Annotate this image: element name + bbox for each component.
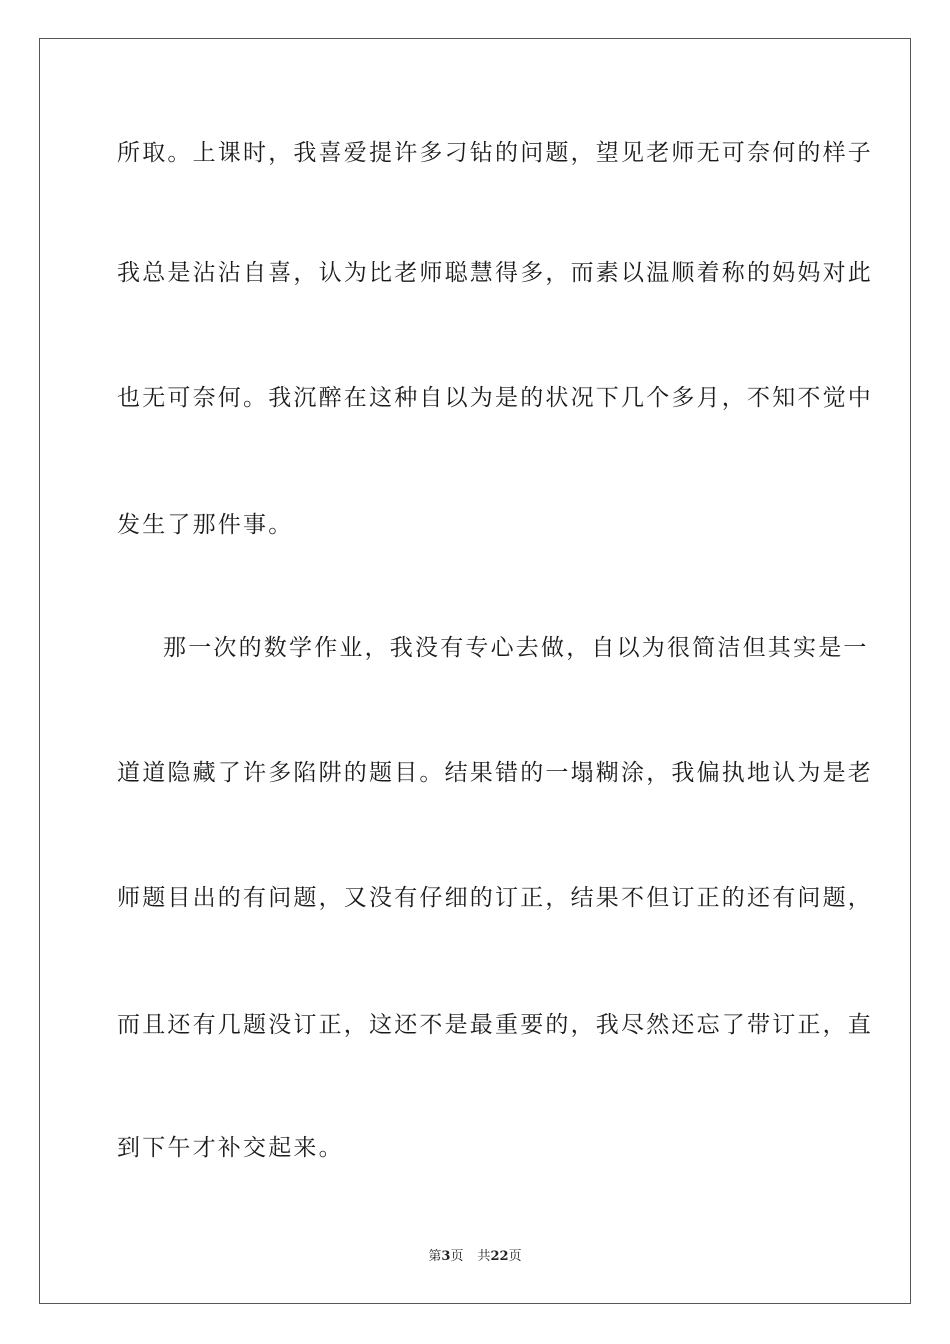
page-number: 3 (441, 1249, 451, 1264)
text-line-9: 到下午才补交起来。 (117, 1135, 344, 1161)
text-line-8: 而且还有几题没订正，这还不是最重要的，我尽然还忘了带订正，直 (117, 1012, 873, 1038)
text-line-3: 也无可奈何。我沉醉在这种自以为是的状况下几个多月，不知不觉中 (117, 385, 873, 411)
text-line-1: 所取。上课时，我喜爱提许多刁钻的问题，望见老师无可奈何的样子 (117, 140, 873, 166)
page-prefix: 第 (428, 1249, 442, 1264)
text-line-7: 师题目出的有问题，又没有仔细的订正，结果不但订正的还有问题， (117, 885, 873, 911)
page-border (39, 38, 911, 1304)
text-line-5-paragraph-start: 那一次的数学作业，我没有专心去做，自以为很简洁但其实是一 (163, 635, 869, 661)
text-line-6: 道道隐藏了许多陷阱的题目。结果错的一塌糊涂，我偏执地认为是老 (117, 760, 873, 786)
text-line-2: 我总是沾沾自喜，认为比老师聪慧得多，而素以温顺着称的妈妈对此 (117, 260, 873, 286)
page-footer (0, 1248, 950, 1266)
page-suffix: 页 (450, 1249, 464, 1264)
total-pages: 22 (490, 1249, 509, 1264)
text-line-4: 发生了那件事。 (117, 512, 294, 538)
total-suffix: 页 (508, 1249, 522, 1264)
total-prefix: 共 (477, 1249, 491, 1264)
